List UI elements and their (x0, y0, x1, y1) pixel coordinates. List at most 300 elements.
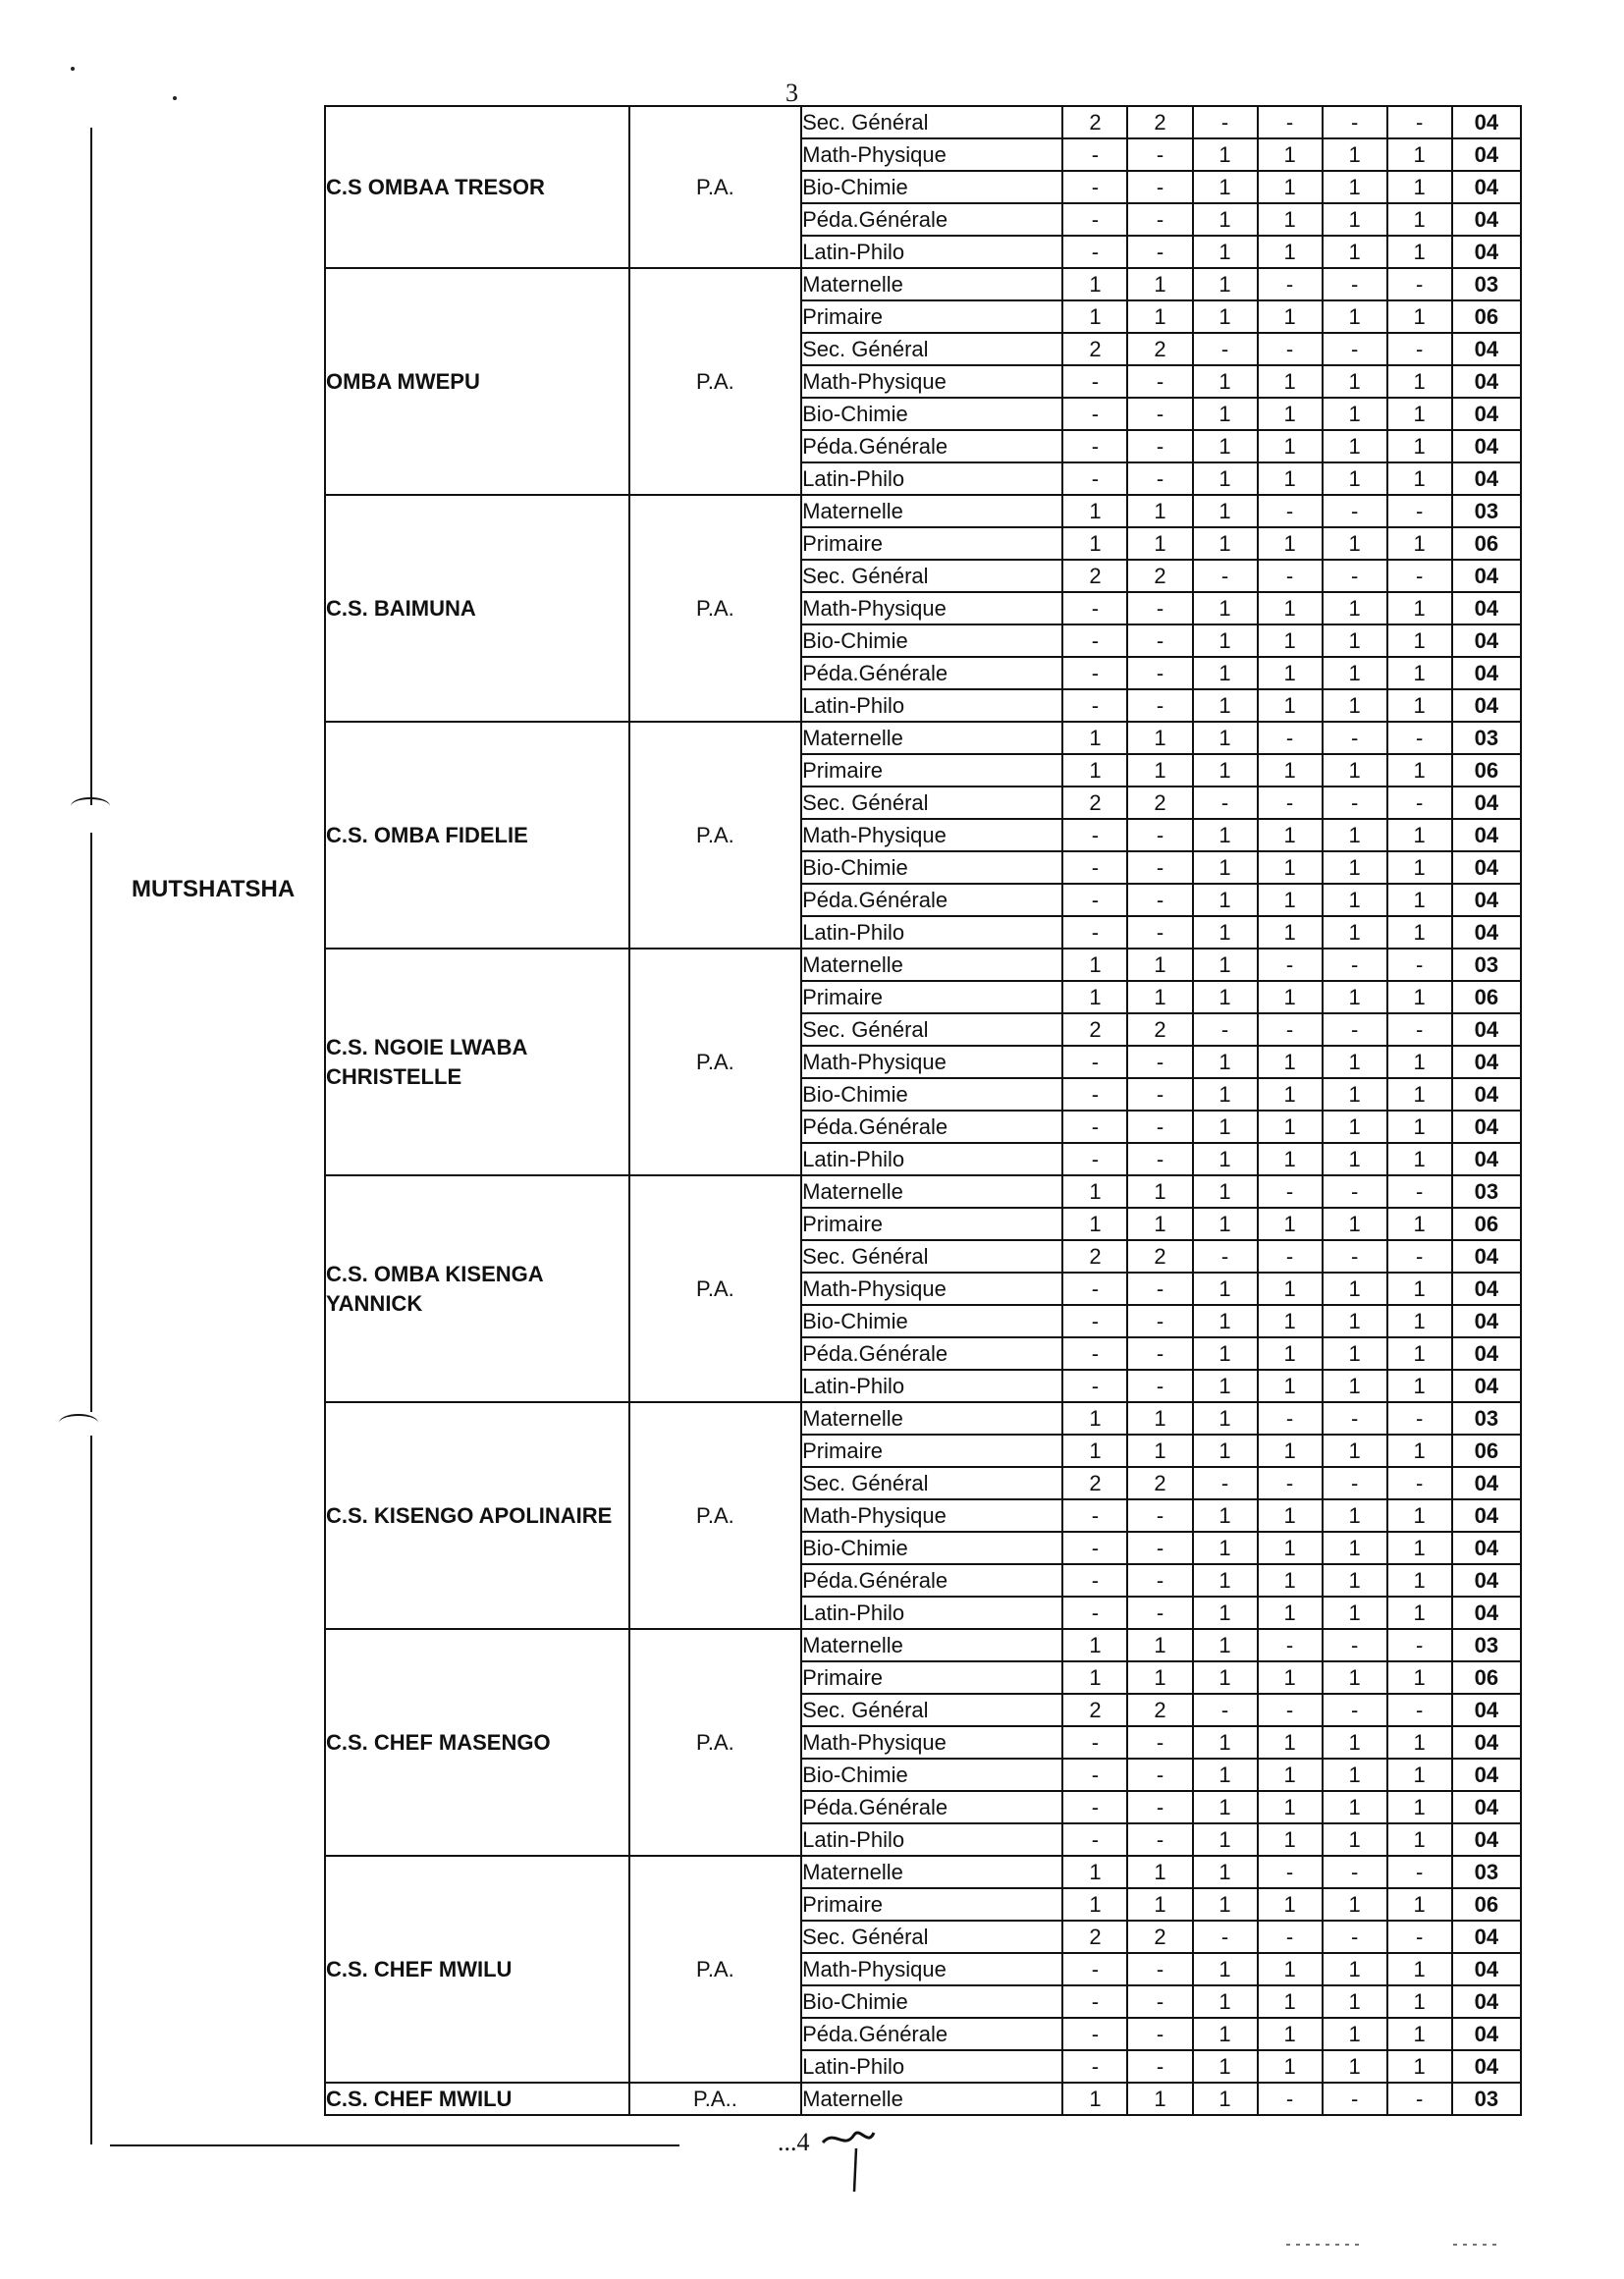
count-cell: - (1127, 1499, 1192, 1532)
count-cell: 1 (1258, 981, 1323, 1013)
total-cell: 04 (1452, 1467, 1521, 1499)
count-cell: - (1062, 2050, 1127, 2083)
count-cell: 1 (1127, 1175, 1192, 1208)
count-cell: 1 (1193, 2050, 1258, 2083)
count-cell: 1 (1387, 851, 1452, 884)
total-cell: 04 (1452, 236, 1521, 268)
count-cell: - (1387, 1240, 1452, 1273)
section-cell: Latin-Philo (801, 916, 1062, 949)
count-cell: 1 (1387, 916, 1452, 949)
count-cell: 1 (1193, 268, 1258, 300)
count-cell: 1 (1258, 1435, 1323, 1467)
section-cell: Maternelle (801, 268, 1062, 300)
count-cell: 1 (1387, 300, 1452, 333)
total-cell: 04 (1452, 203, 1521, 236)
count-cell: 1 (1193, 236, 1258, 268)
footer-mark: ...4 (778, 2128, 810, 2156)
count-cell: 2 (1062, 1013, 1127, 1046)
count-cell: 1 (1323, 527, 1387, 560)
count-cell: - (1323, 560, 1387, 592)
count-cell: 1 (1323, 1726, 1387, 1759)
section-cell: Bio-Chimie (801, 1759, 1062, 1791)
count-cell: 1 (1062, 949, 1127, 981)
section-cell: Latin-Philo (801, 1597, 1062, 1629)
total-cell: 04 (1452, 1694, 1521, 1726)
count-cell: 1 (1193, 1273, 1258, 1305)
count-cell: - (1387, 560, 1452, 592)
count-cell: 1 (1323, 138, 1387, 171)
count-cell: 1 (1323, 657, 1387, 689)
school-status-cell: P.A. (629, 1402, 801, 1629)
section-cell: Péda.Générale (801, 884, 1062, 916)
count-cell: - (1062, 365, 1127, 398)
count-cell: 1 (1387, 657, 1452, 689)
count-cell: 1 (1387, 1888, 1452, 1921)
total-cell: 04 (1452, 1726, 1521, 1759)
total-cell: 06 (1452, 981, 1521, 1013)
count-cell: - (1323, 1629, 1387, 1661)
count-cell: - (1323, 268, 1387, 300)
count-cell: 1 (1193, 1143, 1258, 1175)
count-cell: 1 (1323, 1791, 1387, 1823)
count-cell: 1 (1258, 1078, 1323, 1111)
section-cell: Bio-Chimie (801, 1305, 1062, 1337)
school-name-cell: C.S. OMBA FIDELIE (325, 722, 629, 949)
section-cell: Sec. Général (801, 1921, 1062, 1953)
count-cell: 1 (1193, 1823, 1258, 1856)
count-cell: 1 (1127, 981, 1192, 1013)
count-cell: - (1193, 1467, 1258, 1499)
count-cell: - (1062, 236, 1127, 268)
count-cell: - (1323, 1402, 1387, 1435)
count-cell: - (1258, 495, 1323, 527)
table-row (325, 268, 1521, 300)
count-cell: 2 (1127, 1467, 1192, 1499)
count-cell: 1 (1062, 1629, 1127, 1661)
total-cell: 04 (1452, 333, 1521, 365)
school-status-cell: P.A. (629, 722, 801, 949)
count-cell: 1 (1323, 430, 1387, 462)
count-cell: 1 (1258, 657, 1323, 689)
district-bracket-curl (59, 1414, 98, 1432)
total-cell: 06 (1452, 527, 1521, 560)
count-cell: 2 (1127, 106, 1192, 138)
section-cell: Sec. Général (801, 1694, 1062, 1726)
count-cell: - (1062, 624, 1127, 657)
table-row (325, 722, 1521, 754)
school-name-cell: OMBA MWEPU (325, 268, 629, 495)
count-cell: - (1387, 787, 1452, 819)
count-cell: 1 (1387, 171, 1452, 203)
total-cell: 04 (1452, 1953, 1521, 1985)
section-cell: Péda.Générale (801, 1337, 1062, 1370)
school-status-cell: P.A. (629, 1629, 801, 1856)
district-bracket-line (90, 1436, 92, 2144)
count-cell: 1 (1258, 171, 1323, 203)
count-cell: 2 (1127, 787, 1192, 819)
count-cell: - (1062, 657, 1127, 689)
count-cell: 1 (1323, 1337, 1387, 1370)
count-cell: - (1062, 171, 1127, 203)
count-cell: 1 (1323, 236, 1387, 268)
count-cell: - (1127, 171, 1192, 203)
count-cell: 1 (1127, 268, 1192, 300)
section-cell: Primaire (801, 527, 1062, 560)
school-name-cell: C.S OMBAA TRESOR (325, 106, 629, 268)
count-cell: 1 (1127, 1402, 1192, 1435)
total-cell: 04 (1452, 1143, 1521, 1175)
count-cell: - (1127, 1985, 1192, 2018)
total-cell: 04 (1452, 1564, 1521, 1597)
count-cell: - (1127, 398, 1192, 430)
count-cell: 1 (1062, 495, 1127, 527)
count-cell: 1 (1062, 1888, 1127, 1921)
table-row (325, 1175, 1521, 1208)
count-cell: 1 (1258, 138, 1323, 171)
total-cell: 04 (1452, 430, 1521, 462)
count-cell: - (1258, 1175, 1323, 1208)
table-bottom-rule (110, 2144, 679, 2146)
count-cell: - (1127, 365, 1192, 398)
count-cell: 1 (1193, 462, 1258, 495)
total-cell: 06 (1452, 1661, 1521, 1694)
count-cell: 1 (1193, 1435, 1258, 1467)
count-cell: - (1193, 333, 1258, 365)
total-cell: 06 (1452, 1208, 1521, 1240)
count-cell: - (1387, 1175, 1452, 1208)
section-cell: Primaire (801, 754, 1062, 787)
school-name-cell: C.S. CHEF MWILU (325, 2083, 629, 2115)
count-cell: 1 (1323, 1435, 1387, 1467)
section-cell: Sec. Général (801, 1467, 1062, 1499)
section-cell: Latin-Philo (801, 462, 1062, 495)
count-cell: - (1323, 333, 1387, 365)
count-cell: 1 (1193, 1856, 1258, 1888)
count-cell: 1 (1258, 1661, 1323, 1694)
count-cell: - (1062, 462, 1127, 495)
count-cell: - (1323, 1921, 1387, 1953)
section-cell: Péda.Générale (801, 1111, 1062, 1143)
count-cell: - (1258, 1694, 1323, 1726)
count-cell: 1 (1193, 1402, 1258, 1435)
count-cell: 1 (1193, 1078, 1258, 1111)
count-cell: 1 (1387, 1823, 1452, 1856)
count-cell: 1 (1062, 527, 1127, 560)
count-cell: 1 (1258, 300, 1323, 333)
count-cell: 1 (1193, 1791, 1258, 1823)
count-cell: 1 (1258, 1208, 1323, 1240)
section-cell: Latin-Philo (801, 2050, 1062, 2083)
count-cell: 1 (1062, 1661, 1127, 1694)
count-cell: - (1387, 495, 1452, 527)
count-cell: 1 (1258, 1370, 1323, 1402)
section-cell: Maternelle (801, 1402, 1062, 1435)
count-cell: 1 (1127, 1888, 1192, 1921)
section-cell: Latin-Philo (801, 1143, 1062, 1175)
count-cell: - (1127, 1111, 1192, 1143)
count-cell: - (1062, 1078, 1127, 1111)
total-cell: 03 (1452, 2083, 1521, 2115)
count-cell: 1 (1387, 2018, 1452, 2050)
count-cell: 1 (1258, 2018, 1323, 2050)
count-cell: - (1062, 1597, 1127, 1629)
count-cell: 1 (1258, 1597, 1323, 1629)
count-cell: 1 (1193, 722, 1258, 754)
count-cell: 1 (1387, 1564, 1452, 1597)
school-name-cell: C.S. KISENGO APOLINAIRE (325, 1402, 629, 1629)
count-cell: - (1062, 1726, 1127, 1759)
district-bracket-curl (71, 797, 110, 815)
count-cell: 1 (1193, 138, 1258, 171)
total-cell: 04 (1452, 398, 1521, 430)
section-cell: Maternelle (801, 2083, 1062, 2115)
table-row (325, 106, 1521, 138)
section-cell: Latin-Philo (801, 689, 1062, 722)
count-cell: - (1127, 2018, 1192, 2050)
school-status-cell: P.A. (629, 1856, 801, 2083)
count-cell: - (1387, 1629, 1452, 1661)
count-cell: 1 (1323, 1305, 1387, 1337)
count-cell: 1 (1323, 689, 1387, 722)
section-cell: Sec. Général (801, 333, 1062, 365)
count-cell: 1 (1323, 1499, 1387, 1532)
count-cell: 1 (1387, 1435, 1452, 1467)
count-cell: 1 (1193, 1953, 1258, 1985)
count-cell: 1 (1258, 1111, 1323, 1143)
count-cell: 1 (1258, 365, 1323, 398)
total-cell: 03 (1452, 949, 1521, 981)
count-cell: 1 (1127, 1208, 1192, 1240)
count-cell: - (1258, 560, 1323, 592)
count-cell: 1 (1258, 1726, 1323, 1759)
count-cell: 1 (1323, 1661, 1387, 1694)
count-cell: - (1062, 430, 1127, 462)
total-cell: 04 (1452, 1499, 1521, 1532)
count-cell: 1 (1323, 1597, 1387, 1629)
total-cell: 04 (1452, 1337, 1521, 1370)
count-cell: - (1127, 1143, 1192, 1175)
count-cell: 1 (1323, 398, 1387, 430)
count-cell: 1 (1387, 203, 1452, 236)
count-cell: - (1062, 1823, 1127, 1856)
count-cell: 1 (1387, 592, 1452, 624)
count-cell: - (1062, 689, 1127, 722)
count-cell: 1 (1127, 2083, 1192, 2115)
count-cell: 2 (1062, 333, 1127, 365)
total-cell: 04 (1452, 1370, 1521, 1402)
count-cell: 2 (1062, 1694, 1127, 1726)
count-cell: 1 (1387, 1532, 1452, 1564)
section-cell: Bio-Chimie (801, 1985, 1062, 2018)
count-cell: 1 (1127, 1661, 1192, 1694)
count-cell: 1 (1193, 398, 1258, 430)
table-row (325, 1856, 1521, 1888)
total-cell: 03 (1452, 1175, 1521, 1208)
count-cell: 1 (1323, 1046, 1387, 1078)
total-cell: 04 (1452, 1759, 1521, 1791)
count-cell: - (1062, 203, 1127, 236)
total-cell: 04 (1452, 1111, 1521, 1143)
count-cell: 1 (1062, 1402, 1127, 1435)
total-cell: 04 (1452, 138, 1521, 171)
count-cell: - (1062, 819, 1127, 851)
count-cell: - (1127, 916, 1192, 949)
count-cell: 1 (1323, 884, 1387, 916)
count-cell: 1 (1062, 981, 1127, 1013)
school-name-cell: C.S. BAIMUNA (325, 495, 629, 722)
section-cell: Bio-Chimie (801, 1532, 1062, 1564)
section-cell: Math-Physique (801, 1046, 1062, 1078)
count-cell: 1 (1258, 1823, 1323, 1856)
count-cell: - (1323, 1856, 1387, 1888)
count-cell: 1 (1193, 819, 1258, 851)
section-cell: Péda.Générale (801, 430, 1062, 462)
count-cell: 1 (1323, 1143, 1387, 1175)
total-cell: 03 (1452, 495, 1521, 527)
count-cell: - (1127, 1823, 1192, 1856)
count-cell: 1 (1387, 1273, 1452, 1305)
section-cell: Péda.Générale (801, 2018, 1062, 2050)
school-name-cell: C.S. OMBA KISENGA YANNICK (325, 1175, 629, 1402)
count-cell: - (1323, 1240, 1387, 1273)
count-cell: - (1193, 106, 1258, 138)
count-cell: - (1127, 1791, 1192, 1823)
count-cell: - (1258, 1013, 1323, 1046)
count-cell: - (1062, 884, 1127, 916)
count-cell: - (1258, 1240, 1323, 1273)
count-cell: 1 (1193, 949, 1258, 981)
total-cell: 04 (1452, 1273, 1521, 1305)
total-cell: 04 (1452, 1046, 1521, 1078)
count-cell: 1 (1387, 1305, 1452, 1337)
section-cell: Latin-Philo (801, 1823, 1062, 1856)
count-cell: 1 (1323, 1953, 1387, 1985)
count-cell: 1 (1127, 495, 1192, 527)
count-cell: 1 (1193, 2083, 1258, 2115)
count-cell: - (1387, 1467, 1452, 1499)
count-cell: 1 (1062, 722, 1127, 754)
total-cell: 04 (1452, 462, 1521, 495)
count-cell: 2 (1062, 106, 1127, 138)
count-cell: - (1387, 1921, 1452, 1953)
count-cell: - (1062, 1273, 1127, 1305)
total-cell: 04 (1452, 1791, 1521, 1823)
school-status-cell: P.A. (629, 949, 801, 1175)
section-cell: Péda.Générale (801, 657, 1062, 689)
section-cell: Primaire (801, 981, 1062, 1013)
count-cell: 1 (1323, 1759, 1387, 1791)
count-cell: - (1387, 949, 1452, 981)
count-cell: 1 (1258, 1953, 1323, 1985)
count-cell: - (1258, 268, 1323, 300)
section-cell: Primaire (801, 300, 1062, 333)
count-cell: - (1127, 1273, 1192, 1305)
section-cell: Primaire (801, 1435, 1062, 1467)
total-cell: 04 (1452, 1921, 1521, 1953)
count-cell: 1 (1258, 1499, 1323, 1532)
count-cell: - (1387, 333, 1452, 365)
count-cell: 1 (1062, 1175, 1127, 1208)
count-cell: 1 (1323, 300, 1387, 333)
total-cell: 04 (1452, 2018, 1521, 2050)
section-cell: Math-Physique (801, 1499, 1062, 1532)
count-cell: 1 (1193, 1208, 1258, 1240)
count-cell: - (1062, 1143, 1127, 1175)
school-status-cell: P.A. (629, 268, 801, 495)
count-cell: - (1193, 1013, 1258, 1046)
count-cell: - (1258, 1402, 1323, 1435)
count-cell: 1 (1258, 1305, 1323, 1337)
count-cell: 1 (1323, 819, 1387, 851)
count-cell: 1 (1258, 203, 1323, 236)
count-cell: 1 (1323, 1273, 1387, 1305)
count-cell: - (1193, 560, 1258, 592)
count-cell: 1 (1193, 624, 1258, 657)
count-cell: 1 (1387, 1661, 1452, 1694)
count-cell: 1 (1387, 1759, 1452, 1791)
count-cell: - (1193, 1240, 1258, 1273)
total-cell: 03 (1452, 1856, 1521, 1888)
school-status-cell: P.A.. (629, 2083, 801, 2115)
count-cell: - (1258, 333, 1323, 365)
count-cell: 1 (1062, 2083, 1127, 2115)
count-cell: 1 (1323, 2018, 1387, 2050)
count-cell: 1 (1258, 1143, 1323, 1175)
count-cell: 1 (1323, 462, 1387, 495)
total-cell: 06 (1452, 300, 1521, 333)
section-cell: Math-Physique (801, 365, 1062, 398)
count-cell: - (1062, 1791, 1127, 1823)
count-cell: 2 (1127, 560, 1192, 592)
count-cell: 1 (1258, 1337, 1323, 1370)
count-cell: 1 (1387, 1791, 1452, 1823)
count-cell: 1 (1323, 1078, 1387, 1111)
count-cell: 1 (1258, 2050, 1323, 2083)
count-cell: 1 (1258, 1985, 1323, 2018)
count-cell: 1 (1323, 1111, 1387, 1143)
count-cell: - (1323, 495, 1387, 527)
section-cell: Péda.Générale (801, 1564, 1062, 1597)
count-cell: - (1062, 1564, 1127, 1597)
initials-signature (776, 2121, 913, 2239)
count-cell: - (1062, 1305, 1127, 1337)
count-cell: 1 (1387, 1597, 1452, 1629)
count-cell: - (1387, 1013, 1452, 1046)
count-cell: 1 (1387, 1499, 1452, 1532)
count-cell: - (1258, 722, 1323, 754)
section-cell: Bio-Chimie (801, 624, 1062, 657)
count-cell: - (1127, 203, 1192, 236)
count-cell: - (1127, 851, 1192, 884)
count-cell: 1 (1323, 1564, 1387, 1597)
total-cell: 06 (1452, 1888, 1521, 1921)
count-cell: 1 (1258, 1532, 1323, 1564)
count-cell: - (1127, 1597, 1192, 1629)
count-cell: - (1323, 787, 1387, 819)
total-cell: 04 (1452, 1597, 1521, 1629)
count-cell: - (1387, 106, 1452, 138)
count-cell: - (1127, 1564, 1192, 1597)
count-cell: 2 (1062, 560, 1127, 592)
count-cell: 1 (1387, 1111, 1452, 1143)
section-cell: Péda.Générale (801, 1791, 1062, 1823)
section-cell: Math-Physique (801, 819, 1062, 851)
section-cell: Math-Physique (801, 1726, 1062, 1759)
section-cell: Sec. Général (801, 106, 1062, 138)
count-cell: - (1387, 1694, 1452, 1726)
count-cell: - (1258, 949, 1323, 981)
total-cell: 04 (1452, 1013, 1521, 1046)
